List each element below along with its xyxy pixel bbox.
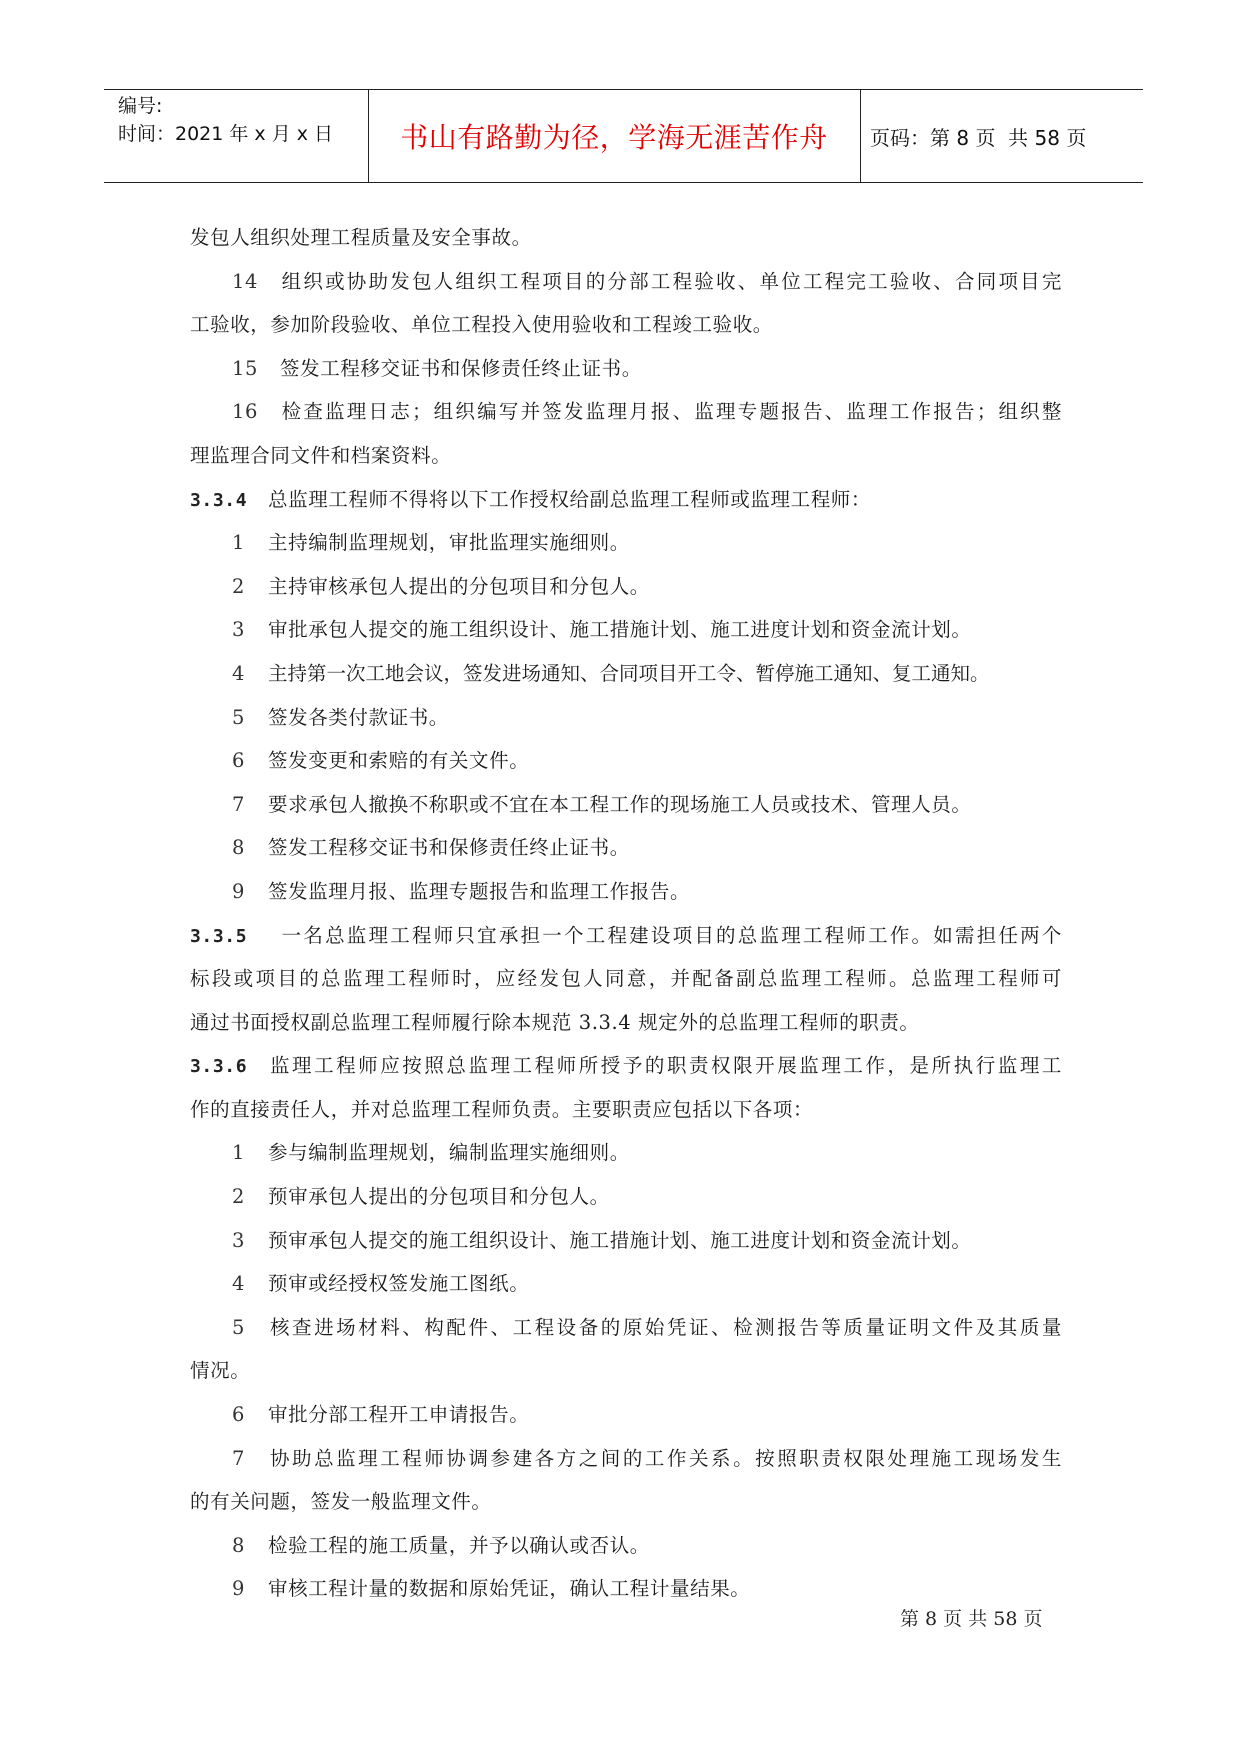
item-number: 9 — [232, 879, 246, 903]
item-number: 2 — [232, 1185, 246, 1209]
list-item — [190, 696, 1062, 740]
line-text: 检验工程的施工质量，并予以确认或否认。 — [268, 1533, 650, 1557]
list-item — [190, 1306, 1062, 1350]
item-number: 3 — [232, 1228, 246, 1252]
item-number: 3 — [232, 618, 246, 642]
item-number: 8 — [232, 836, 246, 860]
list-item — [190, 783, 1062, 827]
list-item — [190, 260, 1062, 304]
line-text: 审批分部工程开工申请报告。 — [268, 1403, 530, 1427]
line-text: 签发工程移交证书和保修责任终止证书。 — [268, 836, 630, 860]
header-meta — [118, 92, 333, 148]
line-text: 工验收，参加阶段验收、单位工程投入使用验收和工程竣工验收。 — [190, 313, 773, 337]
paragraph-line — [190, 1349, 1062, 1393]
item-number: 9 — [232, 1577, 246, 1601]
line-text: 一名总监理工程师只宜承担一个工程建设项目的总监理工程师工作。如需担任两个 — [280, 923, 1062, 947]
line-text: 签发各类付款证书。 — [268, 705, 449, 729]
clause-number: 3.3.5 — [190, 925, 248, 947]
header-divider — [860, 90, 861, 182]
header-page-label: 页码：第 8 页 共 58 页 — [870, 125, 1087, 150]
item-number: 2 — [232, 574, 246, 598]
line-text: 主持编制监理规划，审批监理实施细则。 — [268, 531, 630, 555]
clause-number: 3.3.6 — [190, 1056, 248, 1078]
line-text: 参与编制监理规划，编制监理实施细则。 — [268, 1141, 630, 1165]
line-text: 审批承包人提交的施工组织设计、施工措施计划、施工进度计划和资金流计划。 — [268, 618, 972, 642]
paragraph-line — [190, 434, 1062, 478]
paragraph-line — [190, 957, 1062, 1001]
line-text: 总监理工程师不得将以下工作授权给副总监理工程师或监理工程师： — [268, 487, 872, 511]
list-item — [190, 1437, 1062, 1481]
list-item — [190, 565, 1062, 609]
list-item — [190, 1219, 1062, 1263]
list-item — [190, 1393, 1062, 1437]
item-number: 6 — [232, 1403, 246, 1427]
item-number: 1 — [232, 1141, 246, 1165]
paragraph-line — [190, 216, 1062, 260]
list-item — [190, 652, 1062, 696]
page-footer: 第 8 页 共 58 页 — [900, 1608, 1043, 1630]
document-body — [190, 216, 1062, 1611]
item-number: 4 — [232, 1272, 246, 1296]
item-number: 4 — [232, 661, 245, 685]
list-item — [190, 870, 1062, 914]
line-text: 审核工程计量的数据和原始凭证，确认工程计量结果。 — [268, 1577, 751, 1601]
line-text: 预审承包人提交的施工组织设计、施工措施计划、施工进度计划和资金流计划。 — [268, 1228, 972, 1252]
list-item — [190, 826, 1062, 870]
clause-line — [190, 914, 1062, 958]
line-text: 理监理合同文件和档案资料。 — [190, 443, 452, 467]
line-text: 的有关问题，签发一般监理文件。 — [190, 1490, 492, 1514]
line-text: 核查进场材料、构配件、工程设备的原始凭证、检测报告等质量证明文件及其质量 — [268, 1315, 1062, 1339]
list-item — [190, 1262, 1062, 1306]
item-number: 8 — [232, 1533, 246, 1557]
item-number: 7 — [232, 792, 246, 816]
paragraph-line — [190, 1480, 1062, 1524]
line-text: 要求承包人撤换不称职或不宜在本工程工作的现场施工人员或技术、管理人员。 — [268, 792, 972, 816]
page-header — [104, 89, 1143, 183]
line-text: 签发变更和索赔的有关文件。 — [268, 749, 530, 773]
item-number: 15 — [232, 356, 259, 380]
line-text: 主持审核承包人提出的分包项目和分包人。 — [268, 574, 650, 598]
line-text: 监理工程师应按照总监理工程师所授予的职责权限开展监理工作，是所执行监理工 — [268, 1054, 1062, 1078]
line-text: 发包人组织处理工程质量及安全事故。 — [190, 226, 532, 249]
clause-line — [190, 478, 1062, 522]
item-number: 14 — [232, 269, 259, 293]
clause-number: 3.3.4 — [190, 489, 248, 511]
list-item — [190, 1131, 1062, 1175]
line-text: 签发工程移交证书和保修责任终止证书。 — [280, 356, 642, 380]
header-time-label: 时间：2021 年 x 月 x 日 — [118, 123, 334, 145]
line-text: 预审承包人提出的分包项目和分包人。 — [268, 1185, 610, 1209]
item-number: 5 — [232, 705, 246, 729]
paragraph-line — [190, 1088, 1062, 1132]
clause-line — [190, 1044, 1062, 1088]
line-text: 标段或项目的总监理工程师时，应经发包人同意，并配备副总监理工程师。总监理工程师可 — [190, 967, 1062, 991]
item-number: 5 — [232, 1315, 246, 1339]
header-motto: 书山有路勤为径，学海无涯苦作舟 — [400, 121, 828, 154]
list-item — [190, 739, 1062, 783]
list-item — [190, 390, 1062, 434]
list-item — [190, 1175, 1062, 1219]
list-item — [190, 608, 1062, 652]
paragraph-line — [190, 1001, 1062, 1045]
line-text: 签发监理月报、监理专题报告和监理工作报告。 — [268, 879, 691, 903]
item-number: 6 — [232, 749, 246, 773]
line-text: 组织或协助发包人组织工程项目的分部工程验收、单位工程完工验收、合同项目完 — [280, 269, 1062, 293]
line-text: 作的直接责任人，并对总监理工程师负责。主要职责应包括以下各项： — [190, 1097, 814, 1121]
header-number-label: 编号: — [118, 95, 163, 117]
list-item — [190, 1524, 1062, 1568]
item-number: 7 — [232, 1446, 246, 1470]
line-text: 检查监理日志；组织编写并签发监理月报、监理专题报告、监理工作报告；组织整 — [280, 400, 1062, 424]
line-text: 预审或经授权签发施工图纸。 — [268, 1272, 530, 1296]
item-number: 16 — [232, 400, 259, 424]
list-item — [190, 347, 1062, 391]
item-number: 1 — [232, 531, 246, 555]
line-text: 主持第一次工地会议，签发进场通知、合同项目开工令、暂停施工通知、复工通知。 — [268, 661, 990, 685]
line-text: 协助总监理工程师协调参建各方之间的工作关系。按照职责权限处理施工现场发生 — [268, 1446, 1062, 1470]
list-item — [190, 521, 1062, 565]
paragraph-line — [190, 303, 1062, 347]
line-text: 通过书面授权副总监理工程师履行除本规范 3.3.4 规定外的总监理工程师的职责。 — [190, 1010, 920, 1034]
line-text: 情况。 — [190, 1359, 251, 1383]
